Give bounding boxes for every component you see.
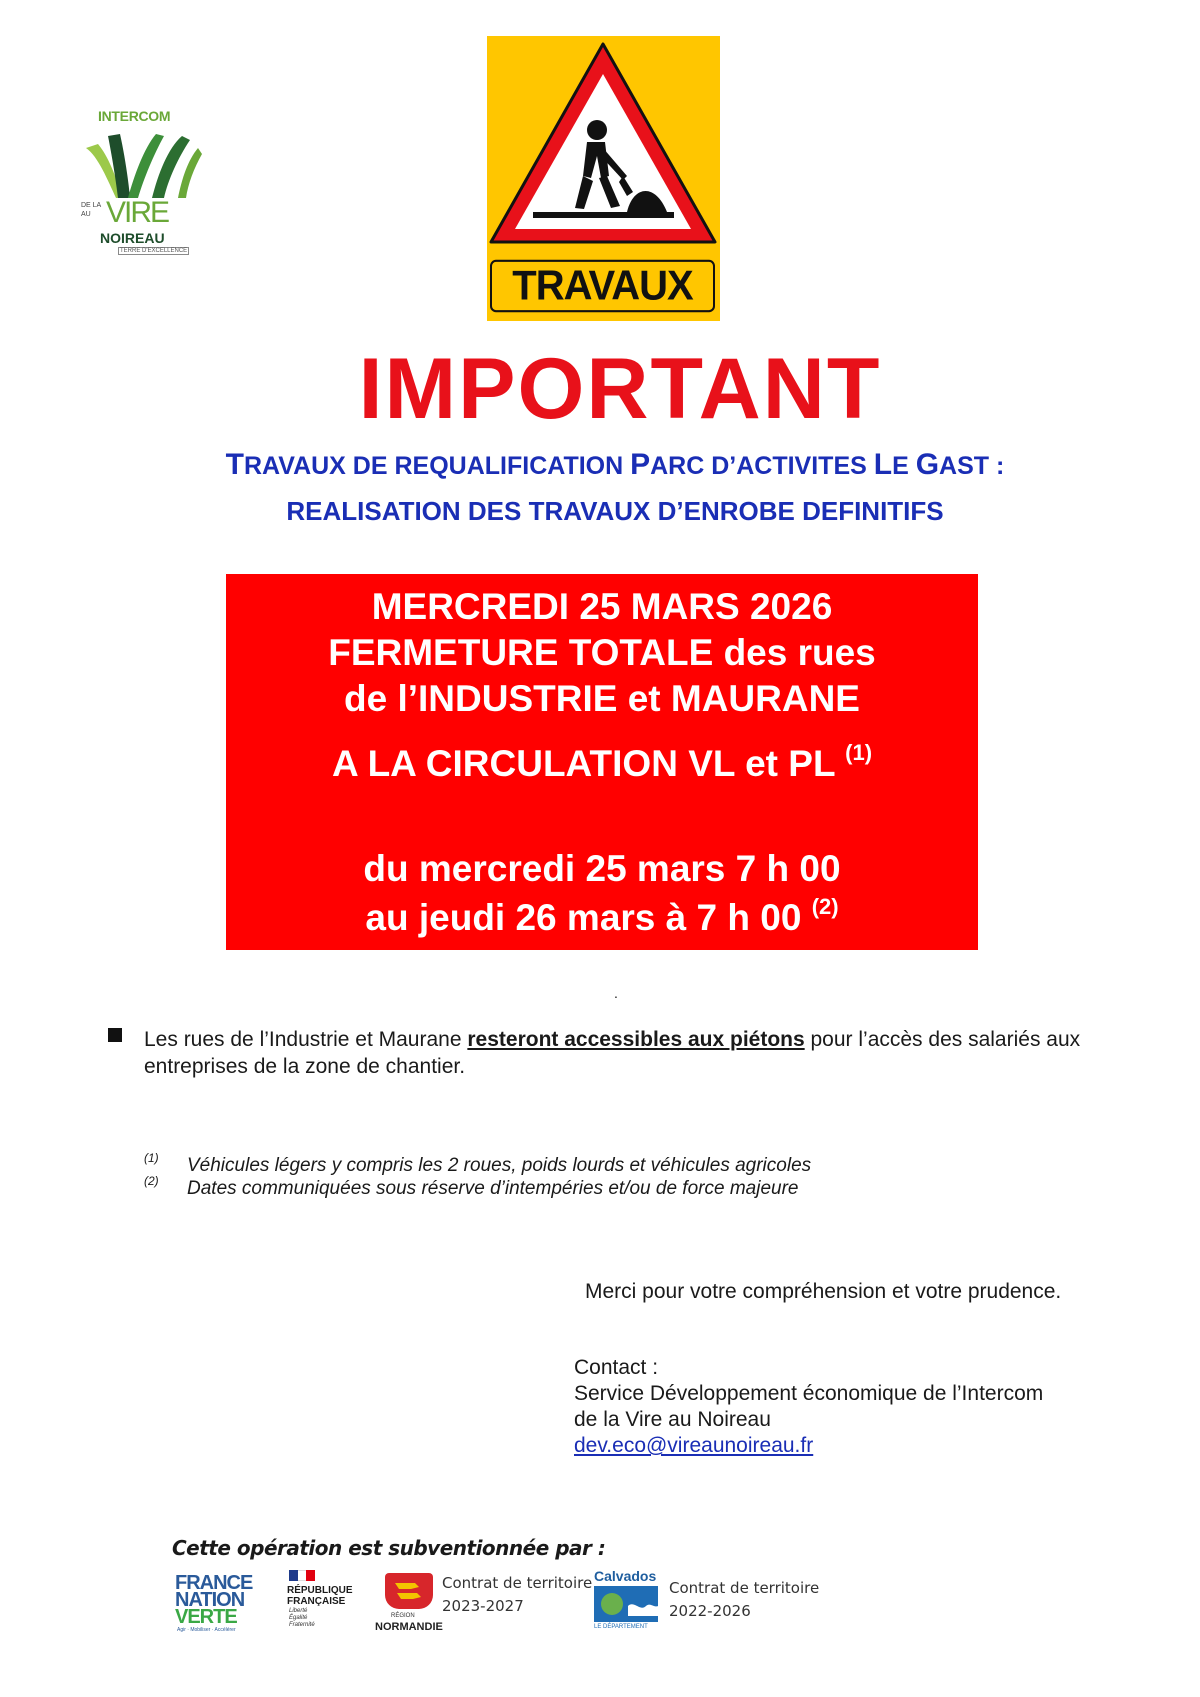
fnv-tagline: Agir · Mobiliser · Accélérer xyxy=(177,1627,236,1633)
contact-service: Service Développement économique de l’Intercom xyxy=(574,1382,1044,1405)
contract-years: 2023-2027 xyxy=(442,1597,524,1615)
paragraph-text: Les rues de l’Industrie et Maurane xyxy=(144,1028,468,1051)
region-name: NORMANDIE xyxy=(375,1621,443,1633)
contact-service-2: de la Vire au Noireau xyxy=(574,1408,771,1431)
important-heading: IMPORTANT xyxy=(358,341,882,437)
title-part: P xyxy=(630,448,651,481)
rf-motto: Liberté Égalité Fraternité xyxy=(289,1608,315,1628)
subsidy-statement: Cette opération est subventionnée par : xyxy=(172,1536,606,1560)
separator-dot: . xyxy=(614,985,618,1001)
contract-label: Contrat de territoire xyxy=(442,1574,593,1592)
closure-line-4 xyxy=(226,740,978,785)
intercom-logo xyxy=(78,100,203,265)
title-part: G xyxy=(915,448,940,481)
logo-dela-au-text: DE LA AU xyxy=(81,202,102,218)
footnote-text: Véhicules légers y compris les 2 roues, poids lourds et véhicules agricoles xyxy=(187,1155,812,1176)
calvados-emblem-icon xyxy=(594,1586,658,1622)
title-part: RAVAUX DE REQUALIFICATION xyxy=(244,452,631,480)
logo-noireau-text: NOIREAU xyxy=(100,230,165,246)
closure-date: MERCREDI 25 MARS 2026 xyxy=(371,586,833,627)
closure-line-4-text: A LA CIRCULATION VL et PL xyxy=(331,743,835,784)
roadworks-triangle-icon xyxy=(487,36,720,266)
roadworks-sign xyxy=(487,36,720,321)
france-nation-verte-logo xyxy=(175,1573,255,1633)
calvados-subtitle: LE DÉPARTEMENT xyxy=(594,1624,648,1630)
region-label: RÉGION xyxy=(391,1613,415,1619)
title-part: T xyxy=(225,448,244,481)
logo-tagline: TERRE D'EXCELLENCE xyxy=(120,248,188,254)
footnote-ref-1: (1) xyxy=(845,740,873,765)
sign-label: TRAVAUX xyxy=(490,260,715,313)
title-line-1 xyxy=(0,448,1200,482)
footnote-text: Dates communiquées sous réserve d’intempéries et/ou de force majeure xyxy=(187,1178,799,1199)
paragraph-text: pour l’accès des salariés aux entreprises de la zone de chantier. xyxy=(144,1028,1081,1078)
closure-period-end xyxy=(226,894,978,939)
calvados-logo xyxy=(592,1568,662,1632)
paragraph-emphasis: resteront accessibles aux piétons xyxy=(467,1028,805,1051)
logo-vn-mark-icon xyxy=(78,126,203,206)
region-normandie-logo xyxy=(373,1573,448,1635)
closure-period-start: du mercredi 25 mars 7 h 00 xyxy=(363,848,841,889)
footnote-marker: (1) xyxy=(144,1151,159,1165)
contract-years: 2022-2026 xyxy=(669,1602,751,1620)
fnv-word: VERTE xyxy=(175,1606,237,1628)
logo-vire-text: VIRE xyxy=(106,196,169,229)
contract-territory-1 xyxy=(442,1572,592,1618)
closure-line-6-text: au jeudi 26 mars à 7 h 00 xyxy=(365,897,802,938)
contact-block xyxy=(574,1355,1043,1459)
title-part: L xyxy=(873,448,893,481)
square-bullet-icon xyxy=(108,1028,122,1042)
contact-label: Contact : xyxy=(574,1356,659,1379)
footnote-marker: (2) xyxy=(144,1174,159,1188)
fnv-word: FRANCE xyxy=(175,1572,253,1594)
footnote-ref-2: (2) xyxy=(811,894,839,919)
contract-territory-2 xyxy=(669,1577,819,1623)
rf-name: RÉPUBLIQUE FRANÇAISE xyxy=(287,1585,353,1607)
closure-line-2: FERMETURE TOTALE des rues xyxy=(328,632,876,673)
republique-francaise-logo xyxy=(287,1570,367,1635)
pedestrian-access-paragraph xyxy=(144,1026,1104,1080)
closure-line-3: de l’INDUSTRIE et MAURANE xyxy=(344,678,860,719)
fnv-word: NATION xyxy=(175,1589,245,1611)
title-line-2: REALISATION DES TRAVAUX D’ENROBE DEFINITIFS xyxy=(286,496,944,526)
contact-email-link[interactable]: dev.eco@vireaunoireau.fr xyxy=(574,1434,814,1457)
french-flag-icon xyxy=(289,1570,315,1581)
contract-label: Contrat de territoire xyxy=(669,1579,820,1597)
title-part: AST : xyxy=(939,452,1005,480)
title-part: E xyxy=(892,452,916,480)
logo-intercom-text: INTERCOM xyxy=(98,108,171,124)
closure-notice-box xyxy=(226,574,978,950)
calvados-name: Calvados xyxy=(594,1568,657,1584)
normandy-leopards-icon xyxy=(385,1573,433,1609)
title-part: ARC D’ACTIVITES xyxy=(650,452,874,480)
closing-thanks: Merci pour votre compréhension et votre prudence. xyxy=(585,1280,1062,1303)
